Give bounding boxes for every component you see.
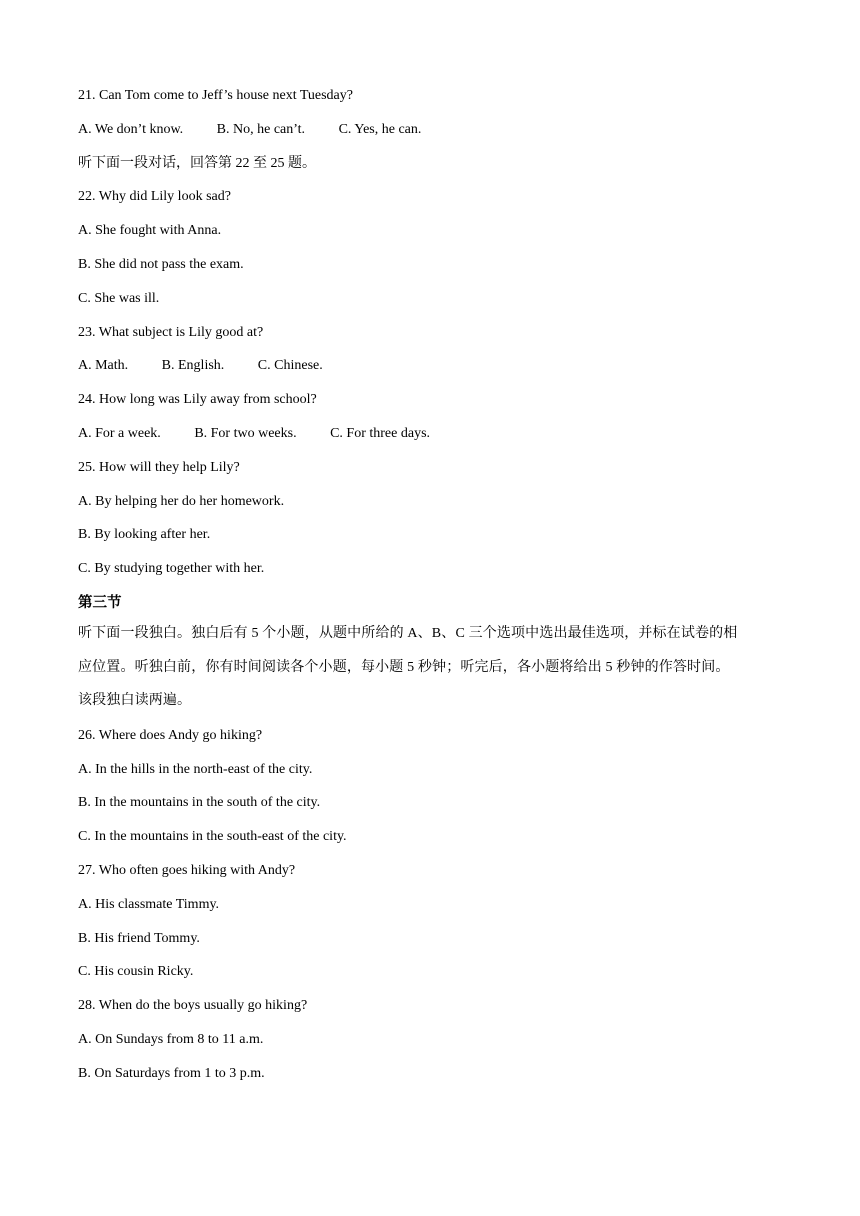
section-3-instruction-line-1: 听下面一段独白。独白后有 5 个小题，从题中所给的 A、B、C 三个选项中选出最佳选项，并标在试卷的相 — [78, 625, 738, 641]
option-26-a: A. In the hills in the north-east of the city. — [78, 761, 313, 777]
section-3-instruction-line-2: 应位置。听独白前，你有时间阅读各个小题，每小题 5 秒钟；听完后，各小题将给出 5 秒钟的作答时间。 — [78, 659, 730, 675]
option-21-c: C. Yes, he can. — [338, 121, 422, 137]
option-22-b: B. She did not pass the exam. — [78, 256, 244, 272]
option-27-b: B. His friend Tommy. — [78, 930, 200, 946]
option-24-b: B. For two weeks. — [194, 425, 297, 441]
option-27-c: C. His cousin Ricky. — [78, 964, 194, 980]
question-28: 28. When do the boys usually go hiking? — [78, 998, 308, 1014]
option-26-c: C. In the mountains in the south-east of the city. — [78, 829, 347, 845]
question-23-options — [78, 356, 786, 376]
option-23-a: A. Math. — [78, 358, 129, 374]
section-3-title: 第三节 — [78, 594, 122, 611]
option-22-c: C. She was ill. — [78, 290, 160, 306]
option-23-b: B. English. — [161, 358, 225, 374]
option-21-b: B. No, he can’t. — [216, 121, 306, 137]
question-21-options — [78, 120, 786, 140]
question-25: 25. How will they help Lily? — [78, 459, 240, 475]
option-25-a: A. By helping her do her homework. — [78, 493, 285, 509]
option-26-b: B. In the mountains in the south of the city. — [78, 795, 321, 811]
question-23: 23. What subject is Lily good at? — [78, 324, 264, 340]
question-27: 27. Who often goes hiking with Andy? — [78, 862, 296, 878]
question-21: 21. Can Tom come to Jeff’s house next Tuesday? — [78, 88, 353, 103]
section-3-instructions — [78, 617, 786, 718]
option-25-b: B. By looking after her. — [78, 527, 211, 543]
question-26: 26. Where does Andy go hiking? — [78, 727, 263, 743]
question-22: 22. Why did Lily look sad? — [78, 189, 231, 205]
option-21-a: A. We don’t know. — [78, 121, 184, 137]
option-28-a: A. On Sundays from 8 to 11 a.m. — [78, 1031, 264, 1047]
option-22-a: A. She fought with Anna. — [78, 223, 222, 239]
option-25-c: C. By studying together with her. — [78, 561, 265, 577]
question-24-options — [78, 424, 786, 444]
option-28-b: B. On Saturdays from 1 to 3 p.m. — [78, 1065, 265, 1081]
exam-page — [78, 86, 786, 1098]
question-24: 24. How long was Lily away from school? — [78, 392, 317, 408]
option-27-a: A. His classmate Timmy. — [78, 896, 220, 912]
option-24-c: C. For three days. — [330, 425, 431, 441]
instruction-22-25: 听下面一段对话，回答第 22 至 25 题。 — [78, 155, 316, 171]
option-23-c: C. Chinese. — [257, 358, 323, 374]
section-3-instruction-line-3: 该段独白读两遍。 — [78, 693, 192, 709]
option-24-a: A. For a week. — [78, 425, 161, 441]
